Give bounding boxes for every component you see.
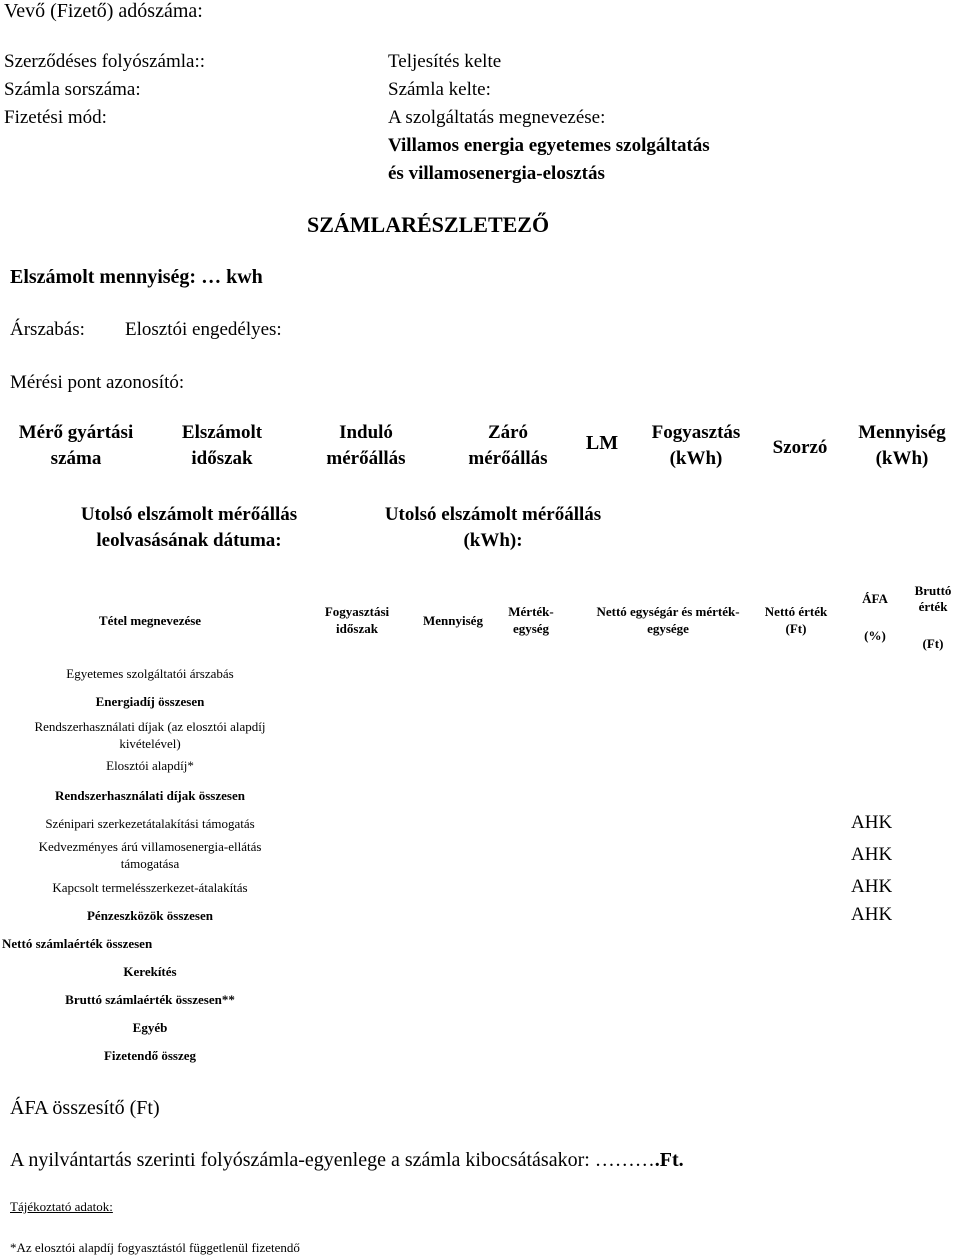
settled-quantity-line: Elszámolt mennyiség: … kwh [10, 266, 263, 288]
service-name-line2: és villamosenergia-elosztás [388, 163, 605, 184]
meter-header-end: Záró mérőállás [468, 422, 548, 469]
row-system-usage-fees: Rendszerhasználati díjak (az elosztói alapdíj kivételével) [34, 719, 266, 751]
header-left-block [4, 48, 205, 132]
ahk-value: AHK [851, 876, 893, 897]
vat-summary-heading: ÁFA összesítő (Ft) [10, 1097, 160, 1119]
payment-method-label: Fizetési mód: [4, 107, 107, 128]
row-dso-base-fee: Elosztói alapdíj* [106, 758, 194, 773]
last-reading-kwh-label: Utolsó elszámolt mérőállás (kWh): [384, 504, 602, 551]
dso-label: Elosztói engedélyes: [125, 319, 282, 340]
ahk-value: AHK [851, 812, 893, 833]
ahk-value: AHK [851, 904, 893, 925]
buyer-tax-label: Vevő (Fizető) adószáma: [4, 0, 203, 22]
meter-header-multiplier: Szorzó [772, 437, 828, 458]
meter-header-serial: Mérő gyártási száma [18, 422, 134, 469]
row-universal-tariff: Egyetemes szolgáltatói árszabás [66, 666, 234, 681]
page-title: SZÁMLARÉSZLETEZŐ [307, 212, 550, 237]
meter-header-period: Elszámolt időszak [181, 422, 263, 469]
service-name-label: A szolgáltatás megnevezése: [388, 107, 606, 128]
meter-header-consumption: Fogyasztás (kWh) [651, 422, 741, 469]
items-header-quantity: Mennyiség [423, 613, 483, 628]
meter-header-lm: LM [585, 432, 619, 454]
row-cogeneration: Kapcsolt termelésszerkezet-átalakítás [52, 880, 248, 895]
items-header-vat: ÁFA (%) [862, 591, 888, 643]
items-header-net-unit-price: Nettó egységár és mérték- egysége [596, 604, 740, 636]
row-energy-fee-total: Energiadíj összesen [95, 694, 205, 709]
row-system-usage-total: Rendszerhasználati díjak összesen [55, 788, 245, 803]
row-other: Egyéb [132, 1020, 168, 1035]
ahk-value: AHK [851, 844, 893, 865]
meter-point-label: Mérési pont azonosító: [10, 372, 185, 393]
row-coal-restructuring: Szénipari szerkezetátalakítási támogatás [45, 816, 255, 831]
row-gross-invoice-total: Bruttó számlaérték összesen** [65, 992, 235, 1007]
row-rounding: Kerekítés [123, 964, 177, 979]
items-header-net-value: Nettó érték (Ft) [764, 604, 828, 636]
pricing-label: Árszabás: [10, 319, 85, 340]
row-funds-total: Pénzeszközök összesen [86, 908, 213, 923]
meter-header-quantity: Mennyiség (kWh) [858, 422, 946, 469]
row-discounted-supply: Kedvezményes árú villamosenergia-ellátás támogatása [38, 839, 262, 871]
meter-header-start: Induló mérőállás [326, 422, 406, 469]
info-data-label: Tájékoztató adatok: [10, 1199, 113, 1214]
contract-account-label: Szerződéses folyószámla:: [4, 51, 206, 72]
invoice-date-label: Számla kelte: [388, 79, 491, 100]
items-header-period: Fogyasztási időszak [324, 604, 390, 636]
row-net-invoice-total: Nettó számlaérték összesen [2, 936, 153, 951]
account-balance-line: A nyilvántartás szerinti folyószámla-egyenlege a számla kibocsátásakor: ……….Ft. [10, 1149, 684, 1171]
performance-date-label: Teljesítés kelte [388, 51, 502, 72]
last-reading-date-label: Utolsó elszámolt mérőállás leolvasásának dátuma: [80, 504, 298, 551]
items-header-unit: Mérték- egység [508, 604, 554, 636]
service-name-line1: Villamos energia egyetemes szolgáltatás [388, 135, 710, 156]
items-header-name: Tétel megnevezése [98, 613, 202, 628]
footnote: *Az elosztói alapdíj fogyasztástól függetlenül fizetendő [10, 1240, 300, 1255]
items-header-gross: Bruttó érték (Ft) [914, 583, 952, 651]
header-right-block [388, 48, 710, 188]
invoice-number-label: Számla sorszáma: [4, 79, 141, 100]
row-amount-payable: Fizetendő összeg [103, 1048, 197, 1063]
